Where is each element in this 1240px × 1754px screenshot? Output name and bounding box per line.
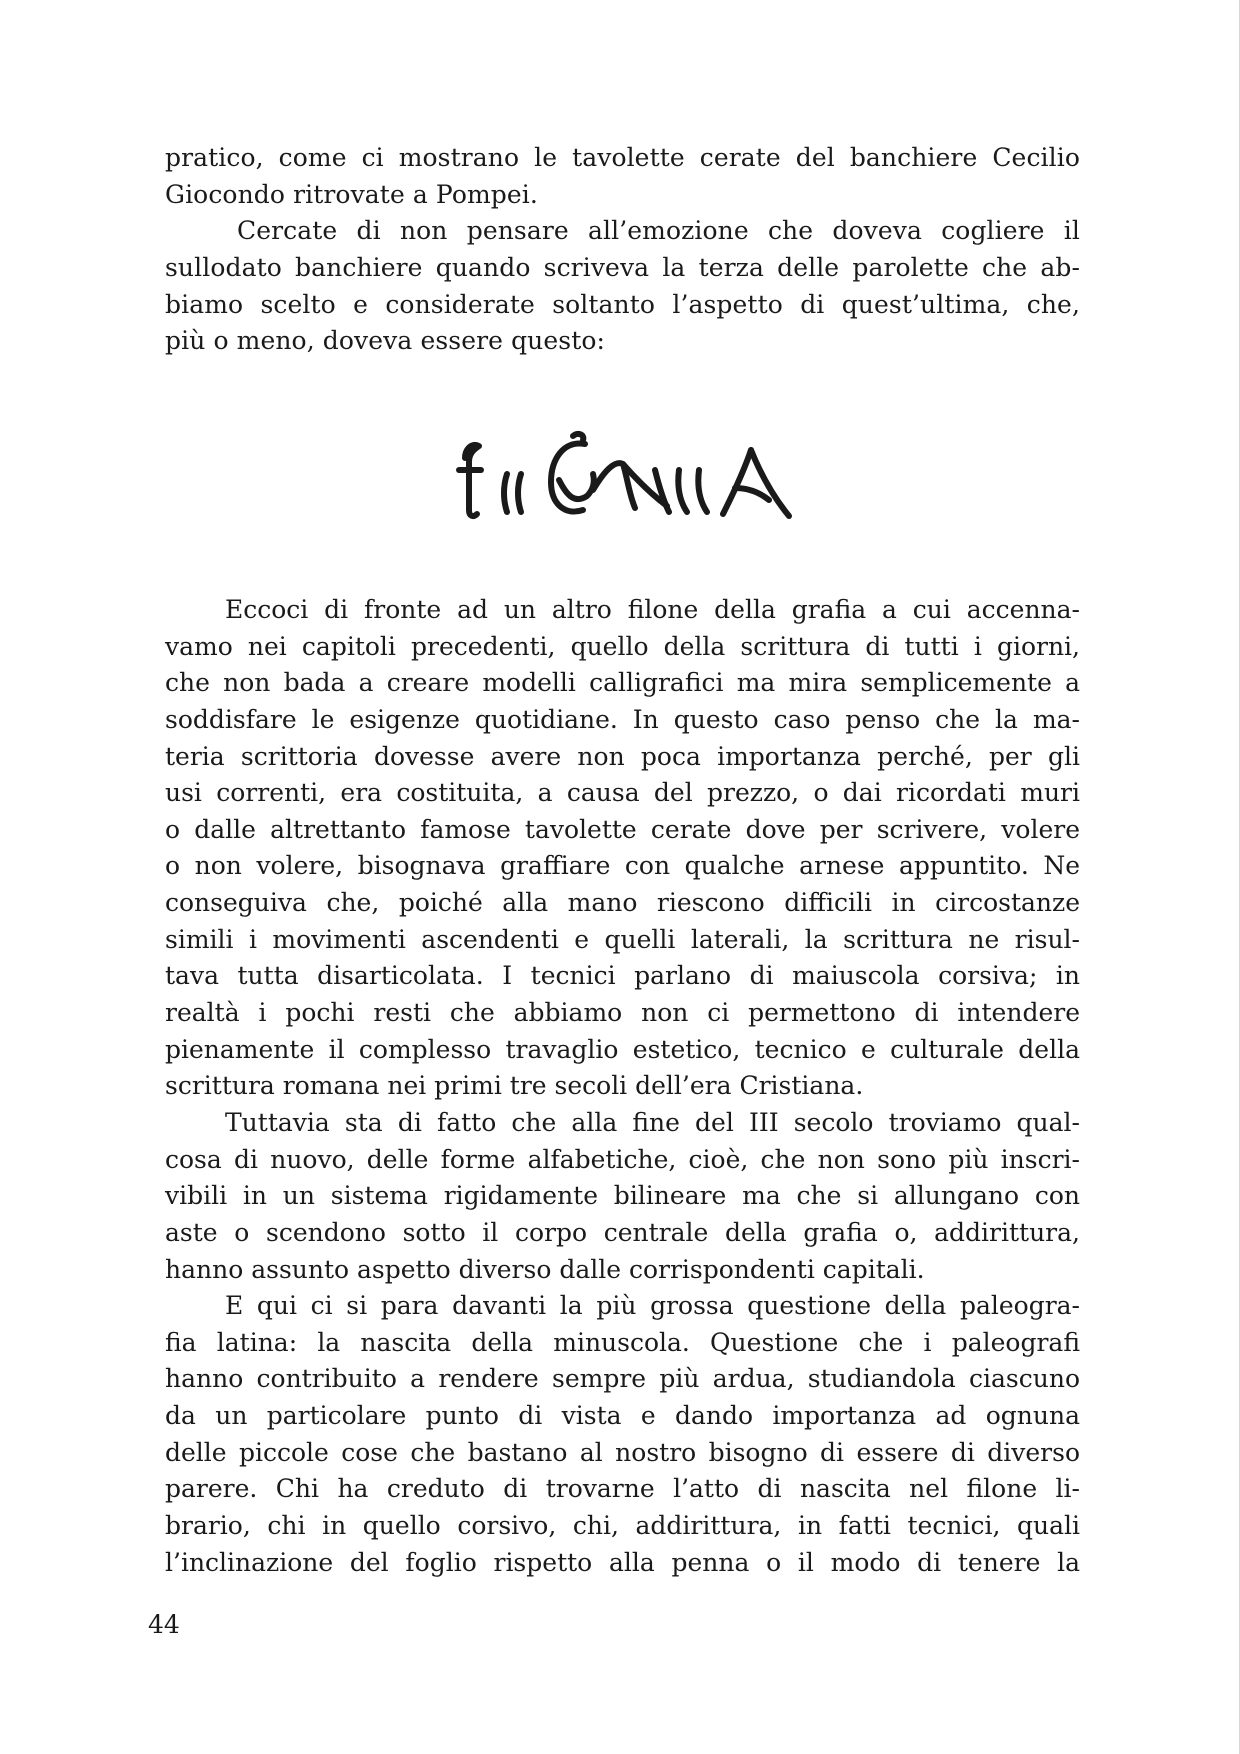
paragraph-3-line-9: conseguiva che, poiché alla mano riescono difficili in circostanze — [165, 888, 1080, 918]
paragraph-5-line-6: parere. Chi ha creduto di trovarne l’atto di nascita nel filone li- — [165, 1474, 1080, 1504]
paragraph-5-line-2: fia latina: la nascita della minuscola. Questione che i paleografi — [165, 1327, 1080, 1357]
paragraph-3-line-3: che non bada a creare modelli calligrafici ma mira semplicemente a — [165, 668, 1080, 698]
paragraph-3-line-5: teria scrittoria dovesse avere non poca importanza perché, per gli — [165, 741, 1080, 771]
paragraph-2-line-3: biamo scelto e considerate soltanto l’aspetto di quest’ultima, che, — [165, 289, 1080, 319]
paragraph-5-line-7: brario, chi in quello corsivo, chi, addirittura, in fatti tecnici, quali — [165, 1511, 1080, 1541]
paragraph-3-line-7: o dalle altrettanto famose tavolette cerate dove per scrivere, volere — [165, 814, 1080, 844]
text-block-main — [165, 592, 1080, 1581]
paragraph-5-line-1: E qui ci si para davanti la più grossa questione della paleogra- — [225, 1291, 1080, 1321]
paragraph-5-line-3: hanno contribuito a rendere sempre più ardua, studiandola ciascuno — [165, 1364, 1080, 1394]
paragraph-4-line-4: aste o scendono sotto il corpo centrale della grafia o, addirittura, — [165, 1217, 1080, 1247]
paragraph-3-line-4: soddisfare le esigenze quotidiane. In questo caso penso che la ma- — [165, 704, 1080, 734]
paragraph-4-line-5: hanno assunto aspetto diverso dalle corrispondenti capitali. — [165, 1254, 925, 1284]
page-number: 44 — [148, 1610, 180, 1639]
paragraph-3-line-8: o non volere, bisognava graffiare con qualche arnese appuntito. Ne — [165, 851, 1080, 881]
paragraph-3-line-2: vamo nei capitoli precedenti, quello della scrittura di tutti i giorni, — [165, 631, 1080, 661]
paragraph-4-line-3: vibili in un sistema rigidamente bilineare ma che si allungano con — [165, 1181, 1080, 1211]
paragraph-1-line-2: Giocondo ritrovate a Pompei. — [165, 179, 538, 209]
paragraph-5-line-5: delle piccole cose che bastano al nostro bisogno di essere di diverso — [165, 1437, 1080, 1467]
paragraph-4-line-2: cosa di nuovo, delle forme alfabetiche, cioè, che non sono più inscri- — [165, 1144, 1080, 1174]
paragraph-5-line-4: da un particolare punto di vista e dando importanza ad ognuna — [165, 1401, 1080, 1431]
paragraph-3-line-1: Eccoci di fronte ad un altro filone della grafia a cui accenna- — [225, 595, 1080, 624]
paragraph-2-line-1: Cercate di non pensare all’emozione che doveva cogliere il — [237, 216, 1080, 246]
paragraph-3-line-13: pienamente il complesso travaglio estetico, tecnico e culturale della — [165, 1034, 1080, 1064]
paragraph-4-line-1: Tuttavia sta di fatto che alla fine del III secolo troviamo qual- — [225, 1107, 1080, 1137]
paragraph-3-line-14: scrittura romana nei primi tre secoli dell’era Cristiana. — [165, 1071, 864, 1101]
paragraph-1-line-1: pratico, come ci mostrano le tavolette cerate del banchiere Cecilio — [165, 143, 1080, 172]
paragraph-2-line-4: più o meno, doveva essere questo: — [165, 326, 606, 356]
handwritten-cursive-word-icon — [455, 430, 795, 550]
paragraph-3-line-12: realtà i pochi resti che abbiamo non ci permettono di intendere — [165, 998, 1080, 1028]
paragraph-2-line-2: sullodato banchiere quando scriveva la terza delle parolette che ab- — [165, 253, 1080, 283]
paragraph-5-line-8: l’inclinazione del foglio rispetto alla penna o il modo di tenere la — [165, 1547, 1080, 1577]
paragraph-3-line-10: simili i movimenti ascendenti e quelli laterali, la scrittura ne risul- — [165, 924, 1080, 954]
text-block-top — [165, 140, 1080, 360]
paragraph-3-line-11: tava tutta disarticolata. I tecnici parlano di maiuscola corsiva; in — [165, 961, 1080, 991]
paragraph-3-line-6: usi correnti, era costituita, a causa del prezzo, o dai ricordati muri — [165, 778, 1080, 808]
